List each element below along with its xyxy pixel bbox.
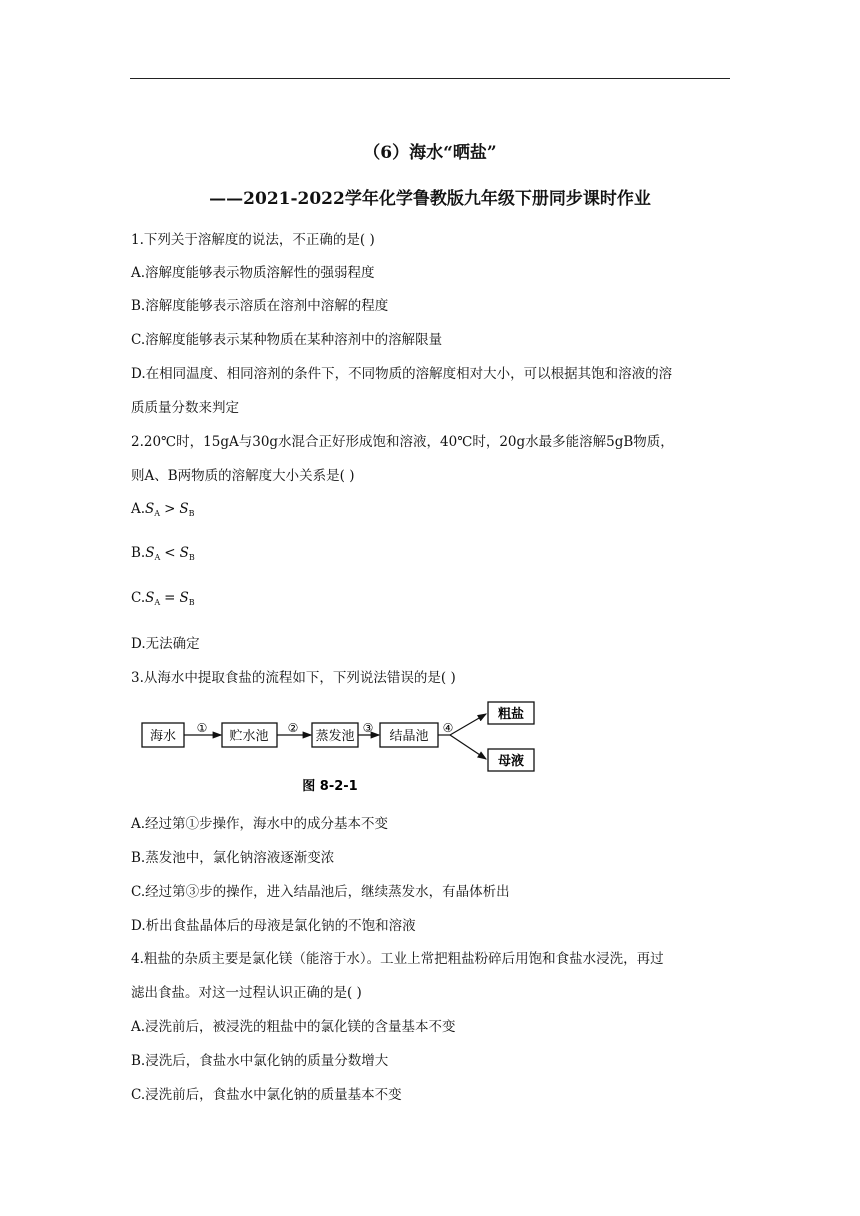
flow-step-4: ④ bbox=[442, 721, 454, 735]
q1-stem: 1.下列关于溶解度的说法，不正确的是( ) bbox=[131, 232, 375, 248]
flow-caption: 图 8-2-1 bbox=[302, 779, 358, 794]
q2-option-b-prefix: B. bbox=[131, 545, 146, 561]
q2-option-b-op: < bbox=[164, 545, 176, 561]
q2-option-c-s1: S bbox=[145, 590, 155, 606]
q4-stem-line1: 4.粗盐的杂质主要是氯化镁（能溶于水）。工业上常把粗盐粉碎后用饱和食盐水浸洗，再过 bbox=[131, 951, 664, 967]
q2-option-b-s2: S bbox=[179, 545, 189, 561]
page-title: （6）海水“晒盐” bbox=[363, 143, 497, 163]
q2-option-a-s2: S bbox=[179, 501, 189, 517]
flow-step-1: ① bbox=[196, 721, 208, 735]
q3-option-b: B.蒸发池中，氯化钠溶液逐渐变浓 bbox=[131, 850, 335, 866]
q3-option-a: A.经过第①步操作，海水中的成分基本不变 bbox=[131, 816, 389, 832]
q4-option-a: A.浸洗前后，被浸洗的粗盐中的氯化镁的含量基本不变 bbox=[131, 1019, 456, 1035]
q4-option-c: C.浸洗前后，食盐水中氯化钠的质量基本不变 bbox=[131, 1087, 402, 1103]
q3-option-d: D.析出食盐晶体后的母液是氯化钠的不饱和溶液 bbox=[131, 918, 416, 934]
q3-option-c: C.经过第③步的操作，进入结晶池后，继续蒸发水，有晶体析出 bbox=[131, 884, 510, 900]
q2-option-c-prefix: C. bbox=[131, 590, 146, 606]
q2-stem-line1: 2.20℃时，15gA与30g水混合正好形成饱和溶液，40℃时，20g水最多能溶解5gB物质， bbox=[131, 434, 674, 450]
flow-label-seawater: 海水 bbox=[149, 729, 177, 744]
flow-label-reservoir: 贮水池 bbox=[229, 729, 269, 744]
flow-diagram bbox=[130, 692, 550, 798]
q2-option-c-op: = bbox=[164, 590, 176, 606]
q2-option-a bbox=[131, 501, 195, 518]
q2-option-a-sub1: A bbox=[154, 509, 161, 518]
q1-option-b: B.溶解度能够表示溶质在溶剂中溶解的程度 bbox=[131, 298, 389, 314]
q2-stem-line2: 则A、B两物质的溶解度大小关系是( ) bbox=[131, 468, 355, 484]
q1-option-d-line2: 质质量分数来判定 bbox=[131, 400, 239, 416]
flow-label-evaporation: 蒸发池 bbox=[315, 729, 355, 744]
q2-option-a-sub2: B bbox=[188, 509, 195, 518]
q2-option-b bbox=[131, 545, 195, 562]
q4-option-b: B.浸洗后，食盐水中氯化钠的质量分数增大 bbox=[131, 1053, 389, 1069]
header-rule bbox=[130, 78, 730, 79]
q1-option-c: C.溶解度能够表示某种物质在某种溶剂中的溶解限量 bbox=[131, 332, 443, 348]
q2-option-d: D.无法确定 bbox=[131, 636, 200, 652]
q2-option-c-s2: S bbox=[179, 590, 189, 606]
flow-label-crystallization: 结晶池 bbox=[389, 729, 429, 744]
q2-option-b-sub2: B bbox=[188, 553, 195, 562]
q2-option-a-s1: S bbox=[145, 501, 155, 517]
q1-option-a: A.溶解度能够表示物质溶解性的强弱程度 bbox=[131, 265, 375, 281]
flow-arrow-4a bbox=[450, 714, 486, 735]
q2-option-b-sub1: A bbox=[154, 553, 161, 562]
q3-stem: 3.从海水中提取食盐的流程如下，下列说法错误的是( ) bbox=[131, 670, 456, 686]
q4-stem-line2: 滤出食盐。对这一过程认识正确的是( ) bbox=[131, 985, 362, 1001]
q2-option-c-sub2: B bbox=[188, 598, 195, 607]
q2-option-b-s1: S bbox=[145, 545, 155, 561]
q2-option-c bbox=[131, 590, 195, 607]
flow-label-mother-liquor: 母液 bbox=[497, 754, 525, 769]
flow-arrow-4b bbox=[450, 735, 486, 759]
flow-step-3: ③ bbox=[362, 721, 374, 735]
q2-option-a-prefix: A. bbox=[131, 501, 146, 517]
q1-option-d-line1: D.在相同温度、相同溶剂的条件下，不同物质的溶解度相对大小，可以根据其饱和溶液的溶 bbox=[131, 366, 673, 382]
flow-label-crude-salt: 粗盐 bbox=[497, 707, 525, 722]
flow-step-2: ② bbox=[287, 721, 299, 735]
page-subtitle: ——2021-2022学年化学鲁教版九年级下册同步课时作业 bbox=[209, 189, 651, 209]
q2-option-a-op: > bbox=[164, 501, 176, 517]
q2-option-c-sub1: A bbox=[154, 598, 161, 607]
